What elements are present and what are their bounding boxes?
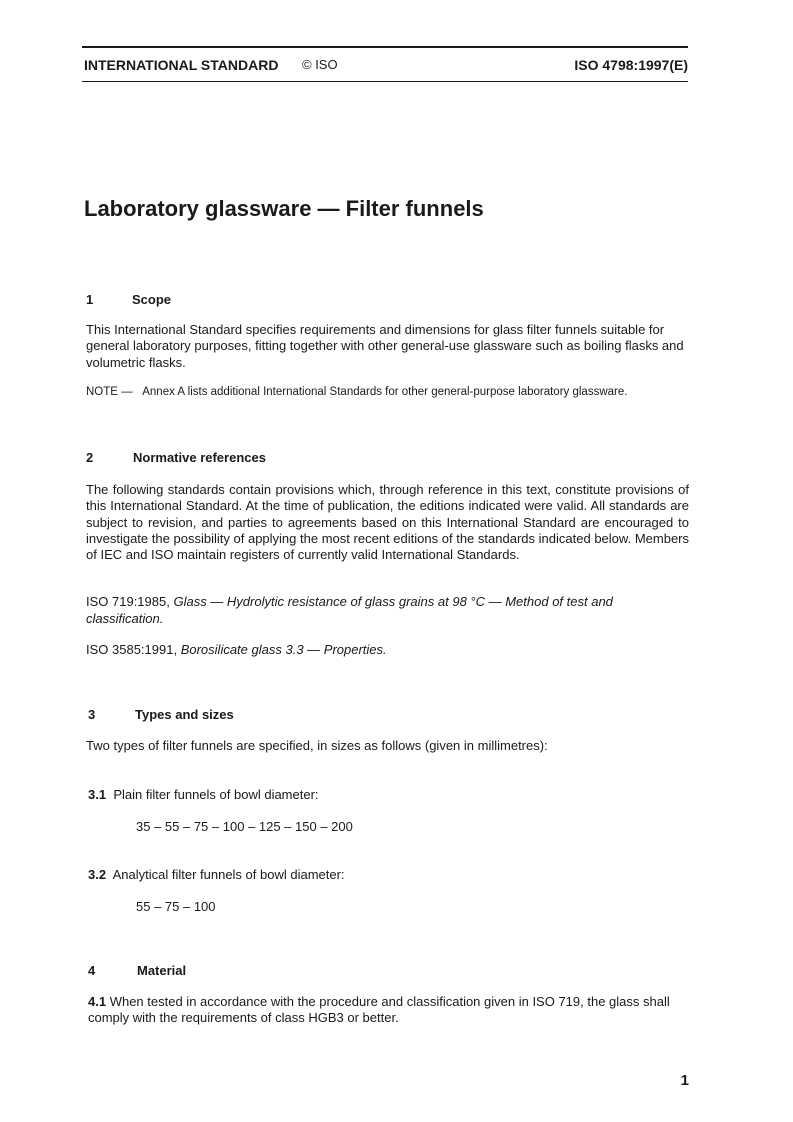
header-standard-number: ISO 4798:1997(E)	[574, 57, 688, 73]
page-number: 1	[680, 1072, 689, 1089]
section-1-note	[86, 386, 627, 398]
section-4-number: 4	[88, 963, 96, 978]
page-title: Laboratory glassware — Filter funnels	[84, 196, 484, 221]
reference-title: Borosilicate glass 3.3 — Properties.	[180, 642, 387, 657]
reference-id: ISO 3585:1991,	[86, 642, 178, 657]
note-text: Annex A lists additional International Standards for other general-purpose laboratory glassware.	[142, 386, 628, 398]
note-label: NOTE —	[86, 386, 133, 398]
header-top-rule	[82, 46, 688, 48]
subsection-4-1-number: 4.1	[88, 994, 107, 1009]
subsection-3-2-number: 3.2	[88, 867, 107, 882]
section-3-number: 3	[88, 707, 96, 722]
section-1-number: 1	[86, 292, 94, 307]
section-1-body: This International Standard specifies requirements and dimensions for glass filter funnels suitable for general laboratory purposes, fitting together with other general-use glassware such as boiling flasks and volumetric flasks.	[86, 322, 684, 370]
section-2-body: The following standards contain provisions which, through reference in this text, constitute provisions of this International Standard. At the time of publication, the editions indicated were valid. All standards are subject to revision, and parties to agreements based on this International Standard are encouraged to investigate the possibility of applying the most recent editions of the standards indicated below. Members of IEC and ISO maintain registers of currently valid International Standards.	[86, 482, 689, 563]
section-3-body: Two types of filter funnels are specified, in sizes as follows (given in millimetres):	[86, 738, 548, 753]
section-2-title: Normative references	[133, 450, 266, 465]
subsection-3-1	[88, 787, 319, 802]
subsection-3-1-number: 3.1	[88, 787, 107, 802]
section-3-title: Types and sizes	[135, 707, 234, 722]
reference-iso-3585	[86, 641, 689, 658]
subsection-4-1	[88, 994, 689, 1027]
subsection-3-2	[88, 867, 345, 882]
section-4-title: Material	[137, 963, 187, 978]
header-bottom-rule	[82, 81, 688, 82]
reference-title: Glass — Hydrolytic resistance of glass grains at 98 °C — Method of test and classification.	[86, 594, 613, 626]
analytical-funnel-sizes: 55 – 75 – 100	[136, 899, 216, 914]
reference-iso-719	[86, 593, 689, 627]
subsection-3-1-text: Plain filter funnels of bowl diameter:	[113, 787, 319, 802]
subsection-3-2-text: Analytical filter funnels of bowl diameter:	[112, 867, 345, 882]
reference-id: ISO 719:1985,	[86, 594, 170, 609]
header-copyright: © ISO	[302, 57, 338, 72]
plain-funnel-sizes: 35 – 55 – 75 – 100 – 125 – 150 – 200	[136, 819, 353, 834]
section-1-title: Scope	[132, 292, 172, 307]
header-standard-type: INTERNATIONAL STANDARD	[84, 57, 279, 73]
section-2-number: 2	[86, 450, 94, 465]
subsection-4-1-text: When tested in accordance with the procedure and classification given in ISO 719, the glass shall comply with the requirements of class HGB3 or better.	[88, 994, 670, 1026]
